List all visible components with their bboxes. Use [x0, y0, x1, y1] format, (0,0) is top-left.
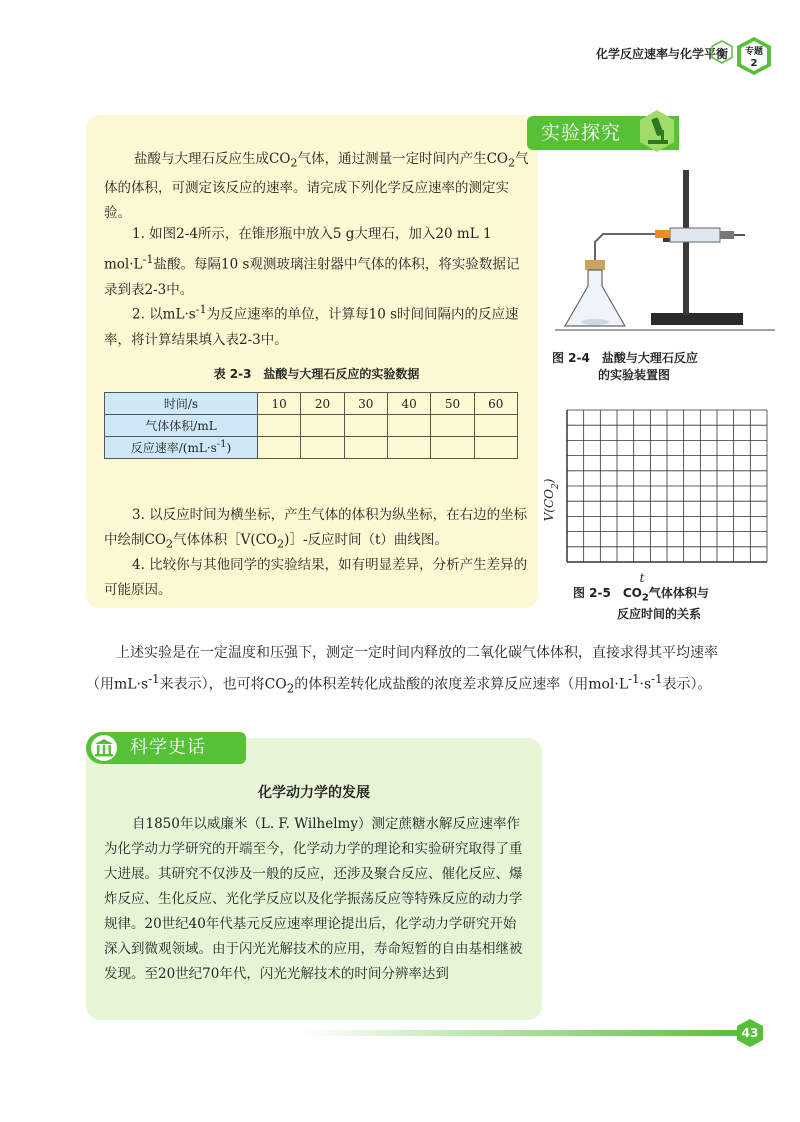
table-row-volume: [105, 415, 518, 437]
table-cell: [387, 437, 430, 459]
microscope-icon: [636, 108, 678, 154]
data-table: [104, 392, 518, 459]
table-cell: 60: [474, 393, 517, 415]
experiment-step-3: 3. 以反应时间为横坐标，产生气体的体积为纵坐标，在右边的坐标中绘制$CO_2$气体体积$[V(CO_2)]-$反应时间（t）曲线图。: [104, 507, 528, 551]
experiment-intro: 盐酸与大理石反应生成$CO_2$气体，通过测量一定时间内产生$CO_2$气体的体积，可测定该反应的速率。请完成下列化学反应速率的测定实验。: [104, 151, 529, 221]
table-row-rate: [105, 437, 518, 459]
history-title: 化学动力学的发展: [258, 785, 370, 801]
experiment-tag: 实验探究: [527, 116, 679, 150]
table-caption: 表 2-3 盐酸与大理石反应的实验数据: [213, 367, 420, 381]
table-cell: [431, 415, 474, 437]
apparatus-illustration: [555, 168, 775, 336]
graph-grid: [542, 400, 775, 585]
table-row-time: [105, 393, 518, 415]
table-cell: [387, 415, 430, 437]
footer-bar: [300, 1030, 740, 1036]
fig-2-4-caption: 图 2-4 盐酸与大理石反应 的实验装置图: [552, 351, 698, 382]
history-body: 自1850年以威廉米（L. F. Wilhelmy）测定蔗糖水解反应速率作为化学动力学研究的开端至今，化学动力学的理论和实验研究取得了重大进展。其研究不仅涉及一般的反应，还涉及聚合反应、催化反应、爆炸反应、生化反应、光化学反应以及化学振荡反应等特殊反应的动力学规律。20世纪40年代基元反应速率理论提出后，化学动力学研究开始深入到微观领域。由于闪光光解技术的应用，寿命短暂的自由基相继被发现。至20世纪70年代，闪光光解技术的时间分辨率达到: [104, 816, 523, 982]
table-row-label: 时间/s: [105, 393, 258, 415]
graph-svg: [542, 400, 775, 585]
experiment-step-2: 2. 以$mL\cdot s^{-1}$为反应速率的单位，计算每10 s时间间隔内的反应速率，将计算结果填入表2-3中。: [104, 303, 519, 348]
table-cell: [301, 415, 344, 437]
table-cell: [344, 437, 387, 459]
table-cell: [258, 437, 301, 459]
graph-y-axis-label: $V(CO_2)$: [542, 478, 561, 522]
table-cell: 10: [258, 393, 301, 415]
table-cell: [431, 437, 474, 459]
badge-number: 2: [750, 58, 758, 69]
table-cell: [301, 437, 344, 459]
table-row-label: 反应速率$/(mL\cdot s^{-1})$: [105, 437, 258, 459]
history-tag-label: 科学史话: [130, 737, 206, 758]
main-paragraph: 上述实验是在一定温度和压强下，测定一定时间内释放的二氧化碳气体体积，直接求得其平均速率（用$mL\cdot s^{-1}$来表示），也可将$CO_2$的体积差转化成盐酸的浓度差求算反应速率（用$mol\cdot L^{-1}\cdot s^{-1}$表示）。: [86, 645, 718, 696]
header-hexagon-icon: [710, 40, 734, 64]
table-cell: 30: [344, 393, 387, 415]
graph-x-axis-label: t: [639, 571, 645, 585]
table-cell: [474, 437, 517, 459]
table-cell: [474, 415, 517, 437]
page-number: 43: [741, 1026, 759, 1040]
chapter-title: 化学反应速率与化学平衡: [595, 47, 728, 61]
museum-icon: [90, 734, 118, 762]
chapter-badge: [734, 36, 774, 76]
experiment-step-4: 4. 比较你与其他同学的实验结果，如有明显差异，分析产生差异的可能原因。: [104, 557, 528, 598]
table-cell: [344, 415, 387, 437]
table-cell: 40: [387, 393, 430, 415]
table-cell: 50: [431, 393, 474, 415]
table-cell: [258, 415, 301, 437]
experiment-step-1: 1. 如图2-4所示，在锥形瓶中放入5 g大理石，加入20 mL 1 $mol\cdot L^{-1}$盐酸。每隔10 s观测玻璃注射器中气体的体积，将实验数据记录到表2-3中。: [104, 226, 520, 298]
badge-label: 专题: [744, 47, 764, 57]
table-cell: 20: [301, 393, 344, 415]
table-row-label: 气体体积/mL: [105, 415, 258, 437]
graph-grid-lines: [567, 410, 767, 562]
fig-2-5-caption: 图 2-5 $CO_2$气体体积与 反应时间的关系: [573, 586, 709, 622]
